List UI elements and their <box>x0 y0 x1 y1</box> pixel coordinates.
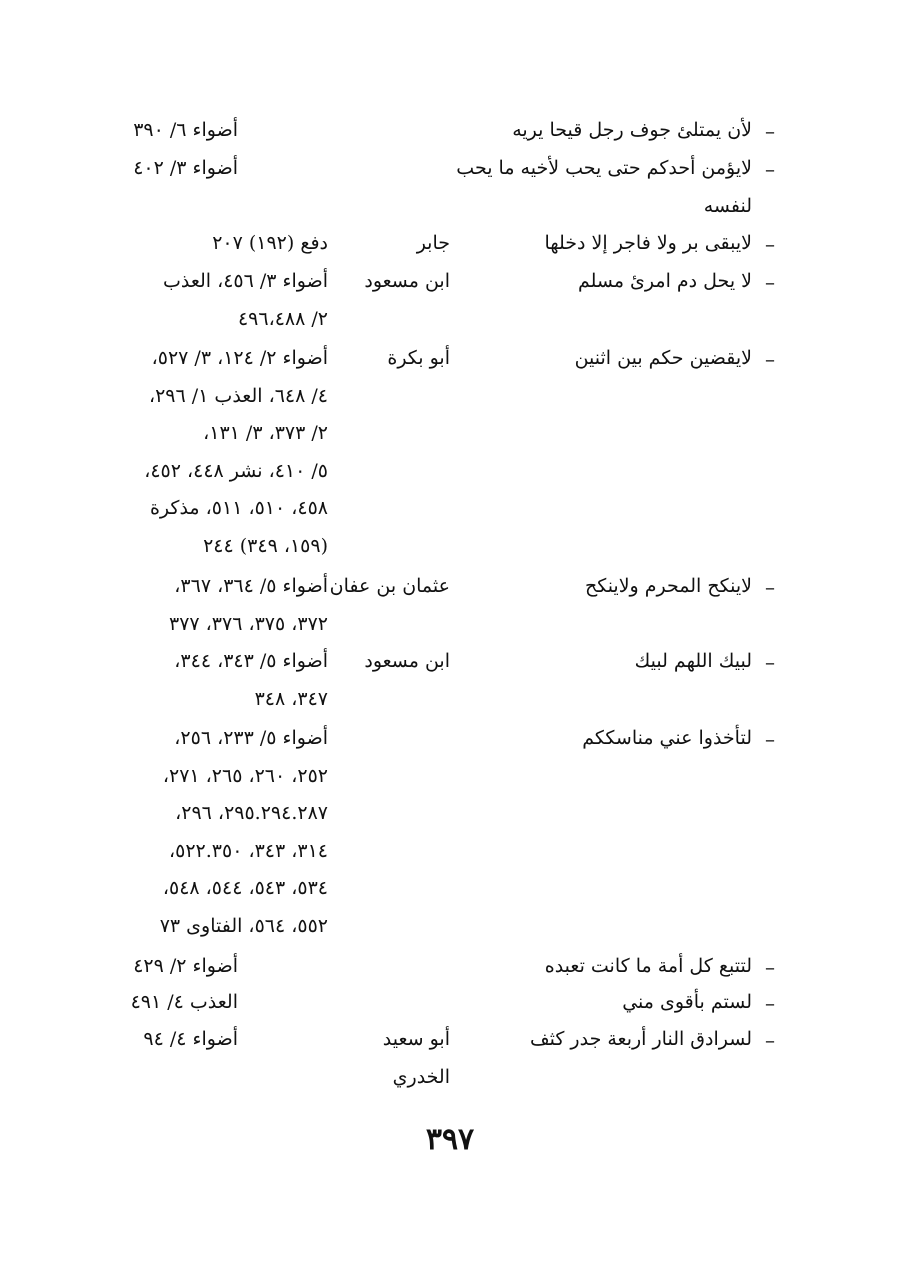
reference-line: (١٥٩، ٣٤٩) ٢٤٤ <box>203 534 328 557</box>
reference-line: ٣٤٧، ٣٤٨ <box>254 687 328 710</box>
narrator: ابن مسعود <box>364 270 450 292</box>
reference-line: ٢٩٥.٢٩٤.٢٨٧، ٢٩٦، <box>175 802 328 824</box>
reference-line: أضواء ٢/ ١٢٤، ٣/ ٥٢٧، <box>151 347 328 369</box>
entry-dash: – <box>765 232 775 256</box>
reference-line: ٤٥٨، ٥١٠، ٥١١، مذكرة <box>149 497 328 519</box>
reference-line: العذب ٤/ ٤٩١ <box>130 991 238 1013</box>
reference-line: أضواء ٥/ ٢٣٣، ٢٥٦، <box>174 727 328 749</box>
entry-dash: – <box>765 991 775 1015</box>
reference-line: ٢/ ٤٩٦،٤٨٨ <box>237 307 328 330</box>
reference-line: أضواء ٢/ ٤٢٩ <box>133 955 238 977</box>
reference-line: دفع (١٩٢) ٢٠٧ <box>212 232 328 254</box>
reference-list <box>118 720 328 945</box>
reference-list <box>118 568 328 643</box>
reference-line: ٢/ ٣٧٣، ٣/ ١٣١، <box>203 422 328 444</box>
narrator: عثمان بن عفان <box>329 575 450 597</box>
hadith-text: لتأخذوا عني مناسككم <box>582 727 752 749</box>
reference-line: ٥٥٢، ٥٦٤، الفتاوى ٧٣ <box>159 914 328 937</box>
hadith-text: لايقضين حكم بين اثنين <box>574 347 752 369</box>
reference-list <box>118 150 238 188</box>
entry-dash: – <box>765 575 775 599</box>
narrator: أبو بكرة <box>387 347 450 369</box>
reference-line: ٣١٤، ٣٤٣، ٥٢٢.٣٥٠، <box>168 839 328 862</box>
reference-list <box>118 984 238 1022</box>
reference-line: أضواء ٣/ ٤٠٢ <box>133 157 238 179</box>
entry-dash: – <box>765 1028 775 1052</box>
reference-line: أضواء ٥/ ٣٦٤، ٣٦٧، <box>174 575 328 597</box>
reference-line: أضواء ٣/ ٤٥٦، العذب <box>162 270 328 292</box>
reference-line: ٣٧٢، ٣٧٥، ٣٧٦، ٣٧٧ <box>168 612 328 635</box>
hadith-text: لتتبع كل أمة ما كانت تعبده <box>544 955 752 977</box>
entry-dash: – <box>765 955 775 979</box>
reference-line: ٥٣٤، ٥٤٣، ٥٤٤، ٥٤٨، <box>162 877 328 899</box>
hadith-text: لايؤمن أحدكم حتى يحب لأخيه ما يحب لنفسه <box>456 157 752 217</box>
page-number: ٣٩٧ <box>425 1122 475 1157</box>
narrator: جابر <box>416 232 450 254</box>
hadith-text: لا يحل دم امرئ مسلم <box>577 270 752 292</box>
reference-list <box>118 1021 238 1059</box>
narrator: أبو سعيد الخدري <box>382 1028 450 1088</box>
reference-list <box>118 948 238 986</box>
reference-list <box>118 340 328 565</box>
reference-line: أضواء ٤/ ٩٤ <box>143 1028 238 1050</box>
entry-dash: – <box>765 157 775 181</box>
reference-line: ٥/ ٤١٠، نشر ٤٤٨، ٤٥٢، <box>144 459 328 482</box>
reference-line: ٤/ ٦٤٨، العذب ١/ ٢٩٦، <box>148 384 328 407</box>
hadith-text: لستم بأقوى مني <box>622 991 752 1013</box>
hadith-text: لايبقى بر ولا فاجر إلا دخلها <box>544 232 752 254</box>
reference-line: أضواء ٥/ ٣٤٣، ٣٤٤، <box>174 650 328 672</box>
entry-dash: – <box>765 270 775 294</box>
hadith-text: لأن يمتلئ جوف رجل قيحا يريه <box>512 119 752 141</box>
hadith-text: لبيك اللهم لبيك <box>634 650 752 672</box>
entry-dash: – <box>765 119 775 143</box>
narrator: ابن مسعود <box>364 650 450 672</box>
reference-list <box>118 112 238 150</box>
entry-dash: – <box>765 650 775 674</box>
entry-dash: – <box>765 347 775 371</box>
hadith-text: لسرادق النار أربعة جدر كثف <box>529 1028 752 1050</box>
entry-dash: – <box>765 727 775 751</box>
reference-list <box>118 263 328 338</box>
reference-line: أضواء ٦/ ٣٩٠ <box>133 119 238 141</box>
reference-list <box>118 225 328 263</box>
reference-list <box>118 643 328 718</box>
reference-line: ٢٥٢، ٢٦٠، ٢٦٥، ٢٧١، <box>162 764 328 787</box>
hadith-text: لاينكح المحرم ولاينكح <box>584 575 752 597</box>
